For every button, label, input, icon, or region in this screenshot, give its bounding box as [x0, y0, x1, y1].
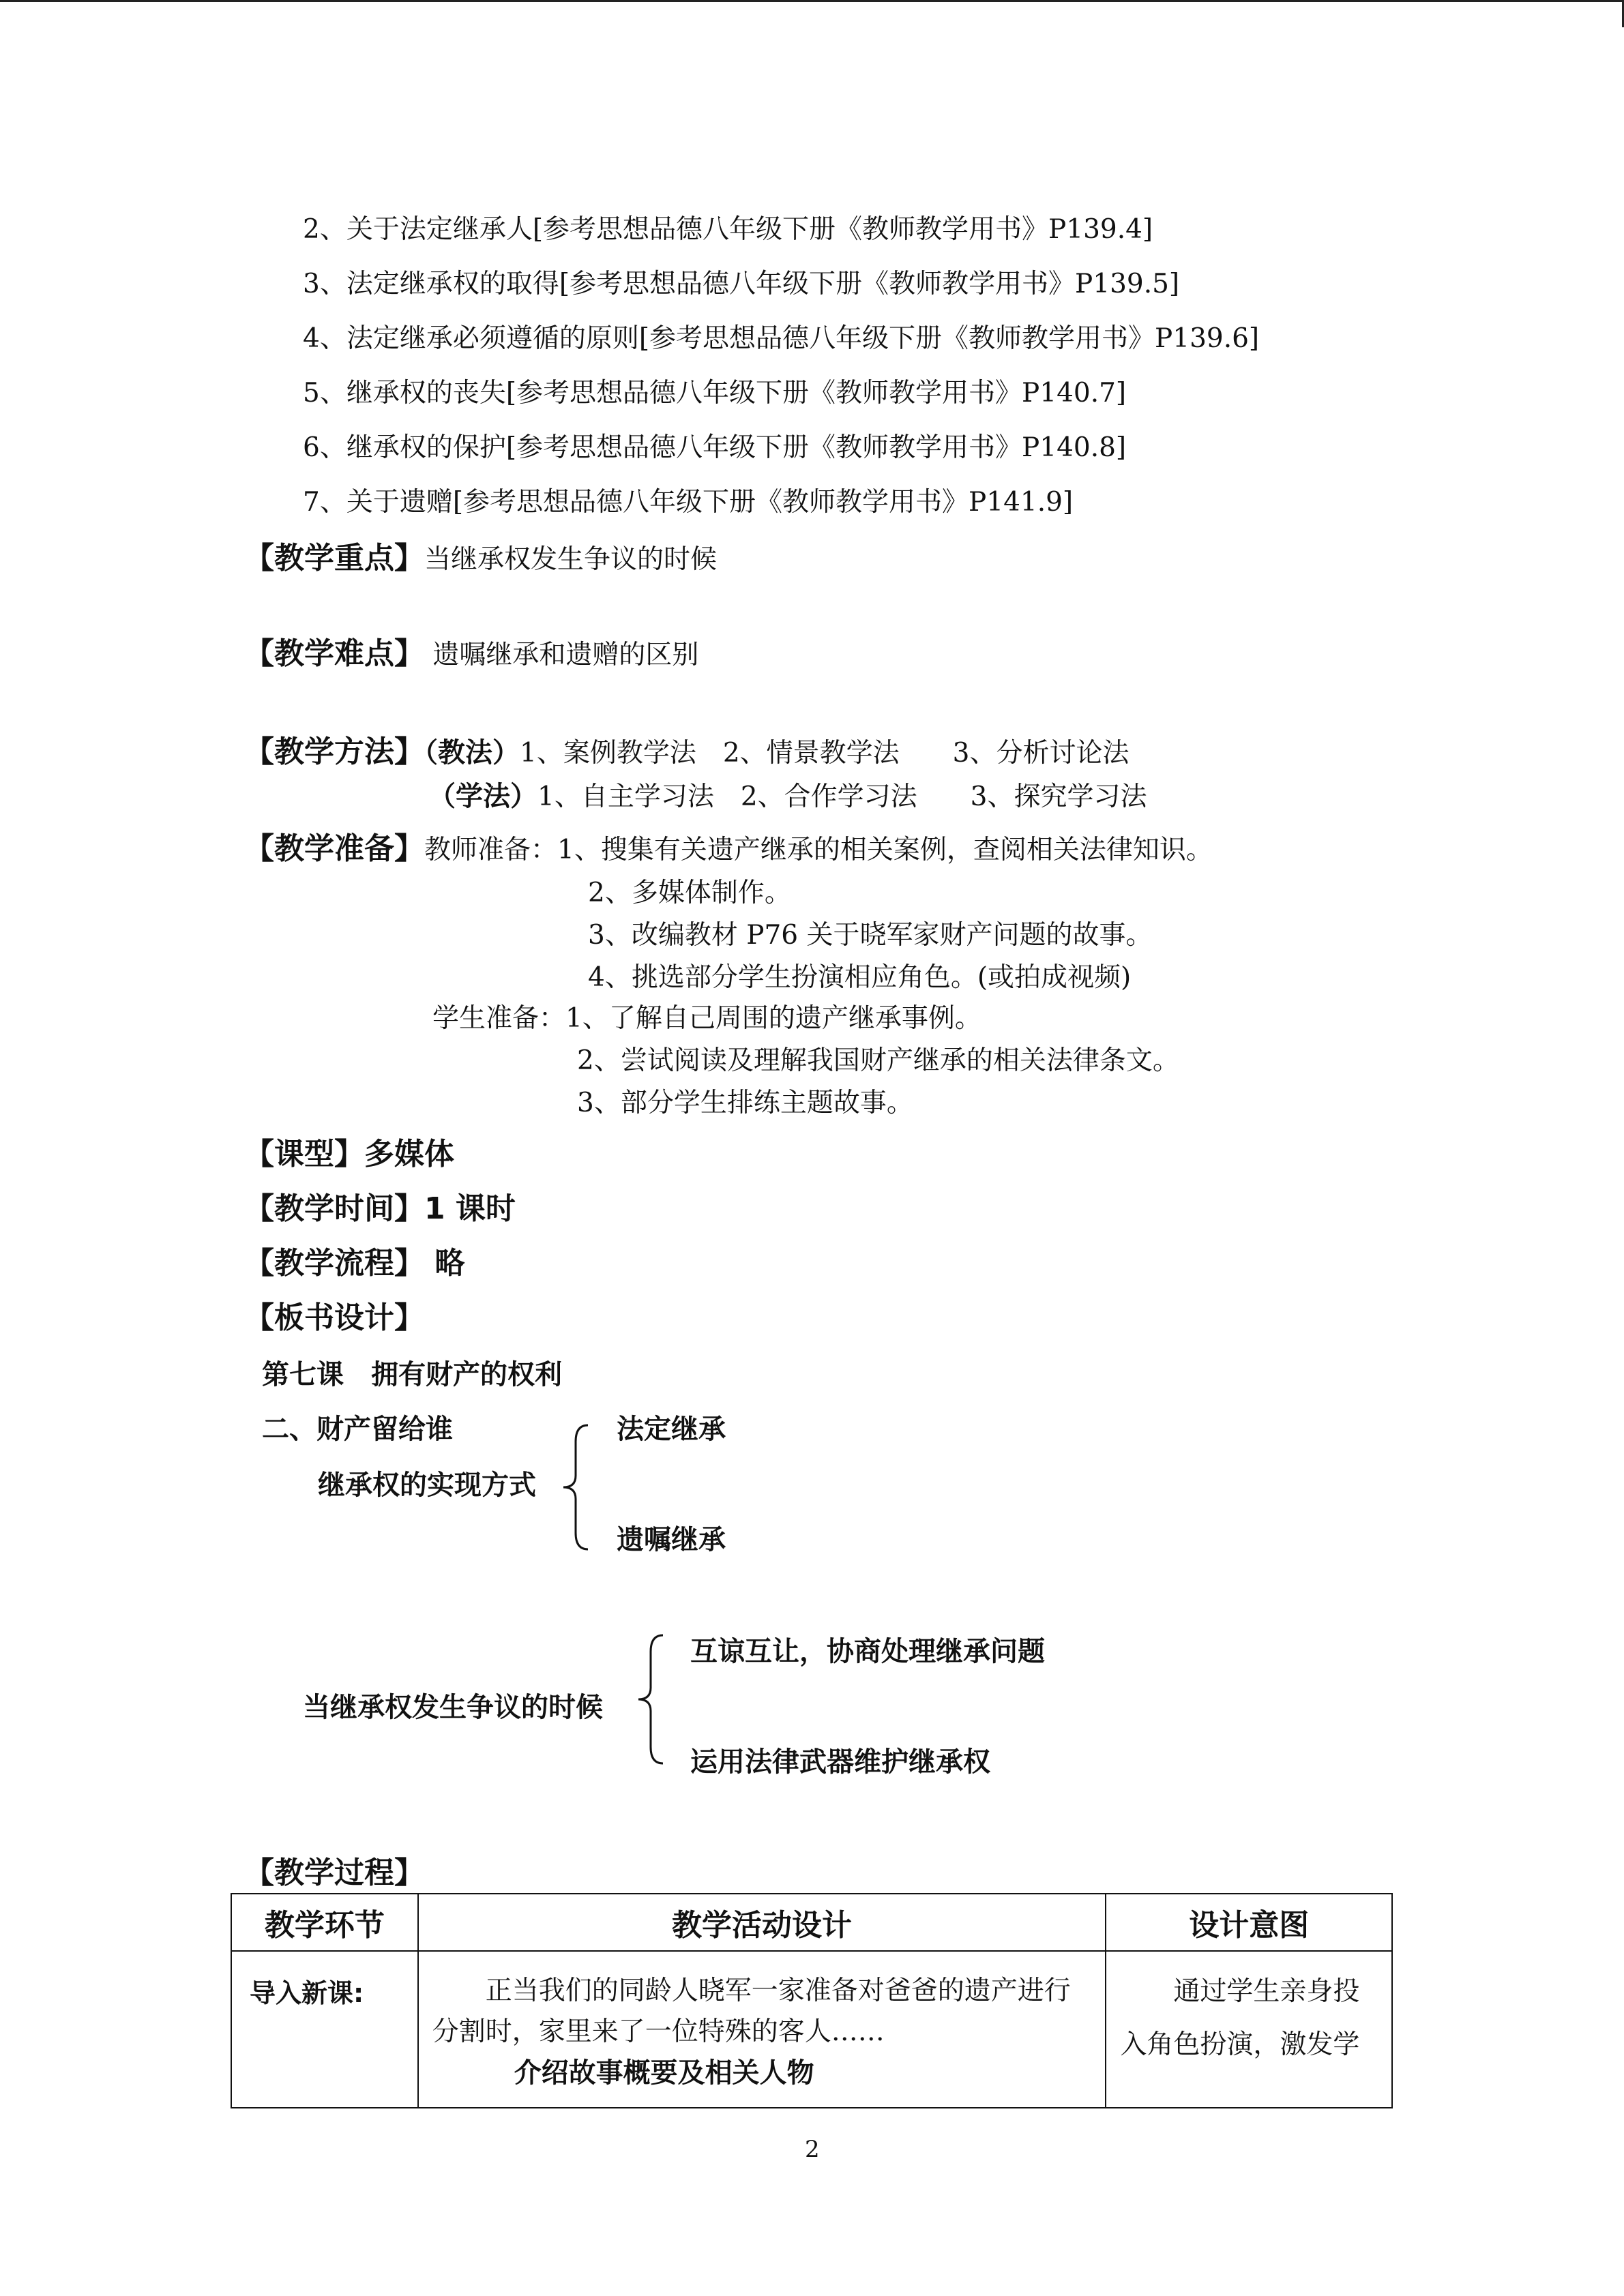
teacher-prep-item: 4、挑选部分学生扮演相应角色。(或拍成视频) — [588, 962, 1132, 993]
student-prep-item: 2、尝试阅读及理解我国财产继承的相关法律条文。 — [577, 1045, 1179, 1076]
table-header: 教学活动设计 — [418, 1894, 1106, 1951]
brace-icon — [636, 1632, 666, 1766]
board-group1-item: 遗嘱继承 — [617, 1524, 726, 1555]
lesson-flow: 【教学流程】 略 — [244, 1246, 465, 1281]
student-prep-item: 1、了解自己周围的遗产继承事例。 — [565, 1003, 981, 1034]
board-group2-item: 运用法律武器维护继承权 — [690, 1746, 990, 1778]
page-number: 2 — [805, 2136, 820, 2163]
board-group1-item: 法定继承 — [617, 1414, 726, 1445]
board-group2-root: 当继承权发生争议的时候 — [303, 1692, 603, 1723]
student-prep-row — [432, 997, 981, 1035]
methods-teach-tag: （教法） — [424, 737, 520, 769]
reference-item: 5、继承权的丧失[参考思想品德八年级下册《教师教学用书》P140.7] — [303, 378, 1127, 408]
lesson-time: 【教学时间】1 课时 — [244, 1191, 516, 1226]
table-row — [231, 1951, 1392, 2108]
board-section: 二、财产留给谁 — [262, 1414, 453, 1445]
student-prep-prefix: 学生准备： — [432, 1003, 566, 1034]
reference-item: 6、继承权的保护[参考思想品德八年级下册《教师教学用书》P140.8] — [303, 432, 1127, 463]
activity-text: 正当我们的同龄人晓军一家准备对爸爸的遗产进行分割时，家里来了一位特殊的客人…… — [432, 1976, 1071, 2047]
key-point-row — [244, 533, 717, 577]
reference-item: 3、法定继承权的取得[参考思想品德八年级下册《教师教学用书》P139.5] — [303, 269, 1180, 299]
table-header: 设计意图 — [1106, 1894, 1392, 1951]
teacher-prep-item: 2、多媒体制作。 — [588, 878, 791, 908]
methods-label: 【教学方法】 — [244, 734, 424, 769]
activity-subtitle: 介绍故事概要及相关人物 — [514, 2057, 814, 2089]
board-group1-root: 继承权的实现方式 — [318, 1470, 536, 1501]
difficulty-text: 遗嘱继承和遗赠的区别 — [424, 640, 699, 670]
teacher-prep-prefix: 教师准备： — [424, 835, 558, 865]
key-point-text: 当继承权发生争议的时候 — [424, 544, 718, 575]
methods-learn-tag: （学法） — [428, 781, 537, 812]
preparation-row — [244, 824, 1213, 867]
teacher-prep-item: 1、搜集有关遗产继承的相关案例，查阅相关法律知识。 — [557, 835, 1213, 865]
page-top-border — [0, 0, 1624, 2]
methods-teach-text: 1、案例教学法 2、情景教学法 3、分析讨论法 — [520, 738, 1130, 769]
activity-cell — [418, 1951, 1106, 2108]
process-table — [231, 1893, 1393, 2108]
process-label: 【教学过程】 — [244, 1855, 424, 1890]
stage-cell: 导入新课: — [231, 1951, 418, 2108]
reference-item: 7、关于遗赠[参考思想品德八年级下册《教师教学用书》P141.9] — [303, 487, 1074, 518]
reference-item: 2、关于法定继承人[参考思想品德八年级下册《教师教学用书》P139.4] — [303, 214, 1153, 245]
table-header-row — [231, 1894, 1392, 1951]
board-design-label: 【板书设计】 — [244, 1300, 424, 1335]
board-lesson-title: 第七课 拥有财产的权利 — [262, 1359, 562, 1390]
methods-learn-row — [428, 775, 1147, 814]
brace-icon — [561, 1422, 591, 1552]
lesson-type: 【课型】多媒体 — [244, 1137, 454, 1172]
methods-learn-text: 1、自主学习法 2、合作学习法 3、探究学习法 — [537, 781, 1147, 812]
board-group2-item: 互谅互让，协商处理继承问题 — [690, 1636, 1045, 1667]
intent-cell: 通过学生亲身投入角色扮演，激发学 — [1106, 1951, 1392, 2108]
preparation-label: 【教学准备】 — [244, 831, 424, 866]
table-header: 教学环节 — [231, 1894, 418, 1951]
student-prep-item: 3、部分学生排练主题故事。 — [577, 1088, 913, 1118]
key-point-label: 【教学重点】 — [244, 541, 424, 576]
difficulty-row — [244, 629, 698, 672]
teacher-prep-item: 3、改编教材 P76 关于晓军家财产问题的故事。 — [588, 920, 1153, 951]
difficulty-label: 【教学难点】 — [244, 636, 424, 671]
reference-item: 4、法定继承必须遵循的原则[参考思想品德八年级下册《教师教学用书》P139.6] — [303, 323, 1260, 354]
methods-row — [244, 727, 1129, 771]
